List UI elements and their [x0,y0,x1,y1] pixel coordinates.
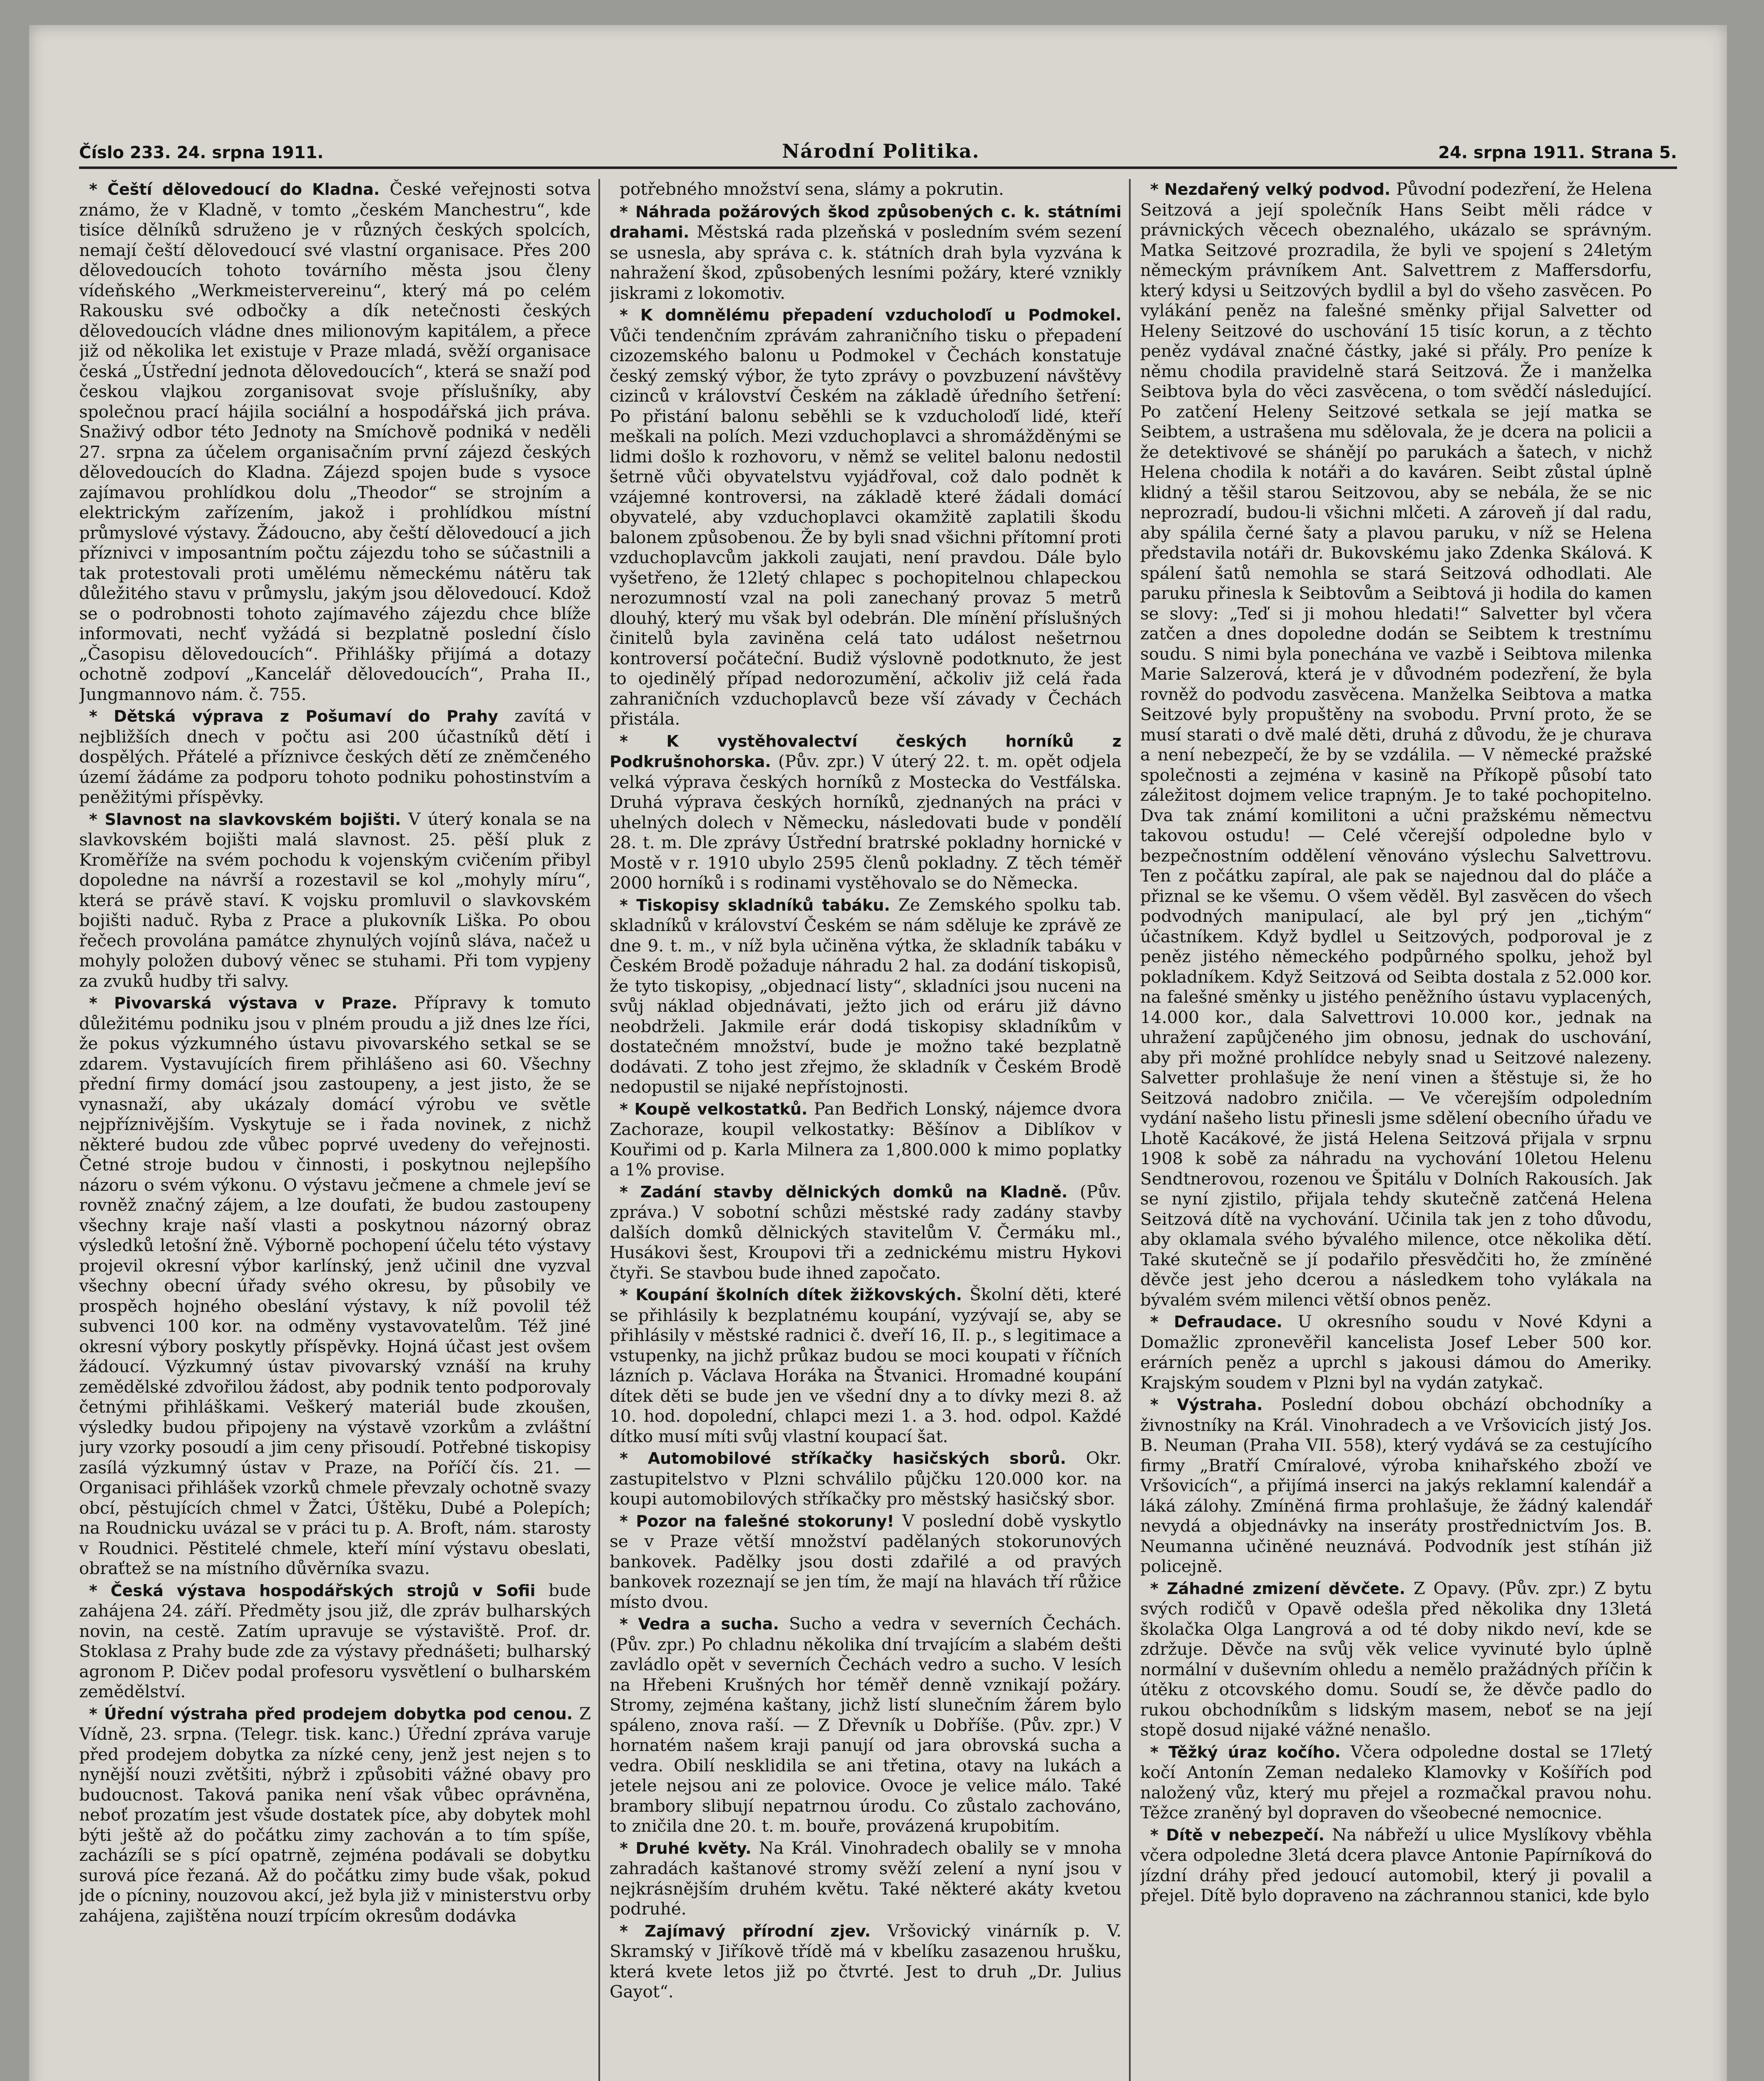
article-text: V úterý konala se na slavkovském bojišti malá slavnost. 25. pěší pluk z Kroměříže na svém pochodu k vojenským cvičením přibyl dopoledne na návrší a rozestavil se kol „mohyly míru“, která se právě staví. K vojsku promluvil o slavkovském bojišti naduč. Ryba z Prace a plukovník Liška. Po obou řečech provolána památce zhynulých vojínů sláva, načež u mohyly položen dubový věnec se stuhami. Při tom vypjeny za zvuků hudby tři salvy. [79,809,591,991]
header-rule [79,166,1677,169]
article-headline: * Koupání školních dítek žižkovských. [620,1286,962,1304]
article-text: Včera odpoledne dostal se 17letý kočí Antonín Zeman nedaleko Klamovky v Košířích pod naložený vůz, který mu přejel a rozmačkal pravou nohu. Těžce zraněný byl dopraven do všeobecné nemocnice. [1140,1741,1652,1823]
article-paragraph [1140,1825,1652,1906]
article-text: Na nábřeží u ulice Myslíkovy vběhla včera odpoledne 3letá dcera plavce Antonie Papírníková do jízdní dráhy před jedoucí automobil, který ji povalil a přejel. Dítě bylo dopraveno na záchrannou stanici, kde bylo [1140,1824,1652,1905]
article-paragraph [610,1838,1121,1919]
page-header [79,129,1677,162]
article-paragraph [610,1614,1121,1836]
article-text: Poslední dobou obchází obchodníky a živnostníky na Král. Vinohradech a ve Vršovicích jistý Jos. B. Neuman (Praha VII. 558), který vydává se za cestujícího firmy „Bratří Cmíralové, výroba knihařského zboží ve Vršovicích“, a přijímá inserci na jakýs reklamní kalendář a láká zálohy. Zmíněná firma prohlašuje, že žádný kalendář nevydá a objednávky na inseráty prostřednictvím Jos. B. Neumanna učiněné neuznává. Podvodník jest stíhán již policejně. [1140,1394,1652,1576]
article-headline: * Druhé květy. [620,1839,752,1858]
column-1 [79,179,591,2081]
article-paragraph [610,1511,1121,1612]
article-headline: * Tiskopisy skladníků tabáku. [620,896,890,914]
article-text: České veřejnosti sotva známo, že v Kladně, v tomto „českém Manchestru“, kde tisíce dělníků sdruženo je v různých českých spolcích, nemají čeští dělovedoucí své vlastní organisace. Přes 200 dělovedoucích tohoto továrního města jsou členy vídeňského „Werkmeistervereinu“, který má po celém Rakousku své odbočky a dík netečnosti českých dělovedoucích vládne dnes milionovým kapitálem, a přece již od několika let existuje v Praze mladá, svěží organisace česká „Ústřední jednota dělovedoucích“, která se snaží pod českou vlajkou zorganisovat svoje příslušníky, aby společnou prací hájila sociální a hospodářská jich práva. Snaživý odbor této Jednoty na Smíchově podniká v neděli 27. srpna za účelem organisačním první zájezd českých dělovedoucích do Kladna. Zájezd spojen bude s vysoce zajímavou prohlídkou dolu „Theodor“ se strojním a elektrickým zařízením, jakož i prohlídkou místní průmyslové výstavy. Žádoucno, aby čeští dělovedoucí a jich příznivci v imposantním počtu zájezdu toho se súčastnili a tak protestovali proti umělému německému nátěru tak důležitého stavu v průmyslu, jakým jsou dělovedoucí. Kdož se o podrobnosti tohoto zajímavého zájezdu chce blíže informovati, nechť vyžádá si bezplatně poslední číslo „Časopisu dělovedoucích“. Přihlášky přijímá a dotazy ochotně zodpoví „Kancelář dělovedoucích“, Praha II., Jungmannovo nám. č. 755. [79,179,591,704]
article-headline: * K domnělému přepadení vzducholoďí u Podmokel. [620,306,1121,324]
article-paragraph [79,809,591,991]
article-headline: * Úřední výstraha před prodejem dobytka pod cenou. [89,1704,573,1723]
article-paragraph [79,179,591,704]
article-text: U okresního soudu v Nové Kdyni a Domažlic zpronevěřil kancelista Josef Leber 500 kor. erárních peněz a uprchl s jakousi dámou do Ameriky. Krajským soudem v Plzni byl na vydán zatykač. [1140,1311,1652,1393]
article-paragraph [79,1704,591,1926]
article-paragraph [610,179,1121,200]
newspaper-page [29,25,1727,2081]
article-headline: * Slavnost na slavkovském bojišti. [89,810,401,829]
article-text: Školní děti, které se přihlásily k bezplatnému koupání, vyzývají se, aby se přihlásily v městské radnici č. dveří 16, II. p., s legitimace a vstupenky, na jichž průkaz budou se moci koupati v říčních lázních p. Václava Horáka na Štvanici. Hromadné koupání dítek děti se bude jen ve všední dny a to dívky mezi 8. až 10. hod. dopolední, chlapci mezi 1. a 3. hod. odpol. Každé dítko musí míti svůj vlastní koupací šat. [610,1284,1121,1446]
article-headline: * Automobilové stříkačky hasičských sborů. [620,1449,1066,1468]
article-paragraph [1140,1742,1652,1823]
article-text: Z Vídně, 23. srpna. (Telegr. tisk. kanc.) Úřední zpráva varuje před prodejem dobytka za nízké ceny, jenž jest nejen s to nynější nouzi zvětšiti, nýbrž i způsobiti vážné obavy pro budoucnost. Taková panika není však vůbec oprávněna, neboť prozatím jest všude dostatek píce, aby dobytek mohl býti ještě až do počátku zimy zachován a to tím spíše, zacházíli se s pící opatrně, zejména podávali se dobytku surová píce řezaná. Až do počátku zimy bude však, pokud jde o pícniny, nouzovou akcí, jež byla již v ministerstvu orby zahájena, zajištěna nouzí trpícím okresům dodávka [79,1703,591,1926]
article-headline: * Čeští dělovedoucí do Kladna. [89,180,380,199]
article-paragraph [610,1284,1121,1446]
article-paragraph [79,993,591,1579]
issue-date: Číslo 233. 24. srpna 1911. [79,143,324,162]
article-headline: * Dítě v nebezpečí. [1150,1825,1325,1844]
article-headline: * Pozor na falešné stokoruny! [620,1512,894,1530]
article-paragraph [1140,1311,1652,1393]
column-divider [1129,179,1131,2081]
article-text: Přípravy k tomuto důležitému podniku jsou v plném proudu a již dnes lze říci, že pokus výzkumného ústavu pivovarského setkal se se zdarem. Vystavujících firem přihlášeno asi 60. Všechny přední firmy domácí jsou zastoupeny, a jest jisto, že se vynasnaží, aby ukázaly domácí výrobu ve světle nejpříznivějším. Vyskytuje se i řada novinek, z nichž některé budou zde vůbec poprvé uvedeny do veřejnosti. Četné stroje budou v činnosti, i poskytnou nejlepšího názoru o svém výkonu. O výstavu ječmene a chmele jeví se rovněž značný zájem, a lze doufati, že budou zastoupeny všechny kraje naší vlasti a poskytnou názorný obraz výsledků letošní žně. Výborně pochopení účelu této výstavy projevil okresní výbor karlínský, jenž učinil dne vyzval všechny obecní úřady svého okresu, by působily ve prospěch hojného obeslání výstavy, k níž povolil též subvenci 100 kor. na odměny vystavovatelům. Též jiné okresní výbory poskytly příspěvky. Hojná účast jest ovšem žádoucí. Výzkumný ústav pivovarský vznáší na kruhy zemědělské zdvořilou žádost, aby podnik tento podporovaly četnými přihláškami. Veškerý materiál bude zkoušen, výsledky budou připojeny na výstavě vzorkům a zvláštní jury vzorky posoudí a jim ceny přisoudí. Potřebné tiskopisy zasílá výzkumný ústav v Praze, na Poříčí čís. 21. — Organisaci přihlášek vzorků chmele převzaly ochotně svazy obcí, pěstujících chmel v Žatci, Úštěku, Dubé a Polepích; na Roudnicku uvázal se v práci tu p. A. Broft, nám. starosty v Roudnici. Pěstitelé chmele, kteří míní výstavu obeslati, obraťtež se na místního důvěrníka svazu. [79,993,591,1578]
article-headline: * Vedra a sucha. [620,1615,779,1633]
article-text: Okr. zastupitelstvo v Plzni schválilo půjčku 120.000 kor. na koupi automobilových stříkačky pro městský hasičský sbor. [610,1448,1121,1509]
article-headline: * Výstraha. [1150,1396,1263,1414]
article-text: (Pův. zpr.) V úterý 22. t. m. opět odjela velká výprava českých horníků z Mostecka do Vestfálska. Druhá výprava českých horníků, zjednaných na práci v uhelných dolech v Německu, následovati bude v pondělí 28. t. m. Dle zprávy Ústřední bratrské pokladny hornické v Mostě v r. 1910 ubylo 2595 členů pokladny. Z těch téměř 2000 horníků i s rodinami vystěhovalo se do Německa. [610,751,1121,893]
article-paragraph [610,731,1121,893]
article-headline: * Nezdařený velký podvod. [1150,180,1391,199]
article-text: Sucho a vedra v severních Čechách. (Pův. zpr.) Po chladnu několika dní trvajícím a slabém dešti zavládlo opět v severních Čechách vedro a sucho. V lesích na Hřebeni Krušných hor téměř denně vznikají požáry. Stromy, zejména kaštany, jichž listí slunečním žárem bylo spáleno, znova raší. — Z Dřevník u Dobříše. (Pův. zpr.) V hornatém našem kraji panují od jara obrovská sucha a vedra. Obilí nesklidila se ani třetina, otavy na lukách a jetele nejsou ani ze polovice. Ovoce je velice málo. Také brambory slibují nepatrnou úrodu. Co zůstalo zachováno, to zničila dne 20. t. m. bouře, provázená krupobitím. [610,1614,1121,1836]
article-text: Vůči tendenčním zprávám zahraničního tisku o přepadení cizozemského balonu u Podmokel v Čechách konstatuje český zemský výbor, že tyto zprávy o povzbuzení návštěvy cizinců v království Českém na základě úředního šetření: Po přistání balonu seběhli se k vzducholoďí lidé, kteří meškali na polích. Mezi vzduchoplavci a shromážděnými se lidmi došlo k rozhovoru, v němž se velitel balonu nedostil šetrně vůči obyvatelstvu vyjádřoval, což dalo podnět k vzájemné kontroversi, na základě které žádali domácí obyvatelé, aby vzduchoplavci okamžitě zaplatili škodu balonem způsobenou. Že by byli snad všichni přítomní proti vzduchoplavcům jakkoli zaujati, není pravdou. Dále bylo vyšetřeno, že 12letý chlapec s pochopitelnou chlapeckou nerozumností vzal na poli zanechaný provaz 5 metrů dlouhý, který mu však byl odebrán. Dle mínění příslušných činitelů byla zaviněna celá tato událost nešetrnou kontroversí počáteční. Budiž výslovně podotknuto, že jest to ojedinělý případ nedorozumění, ačkoliv již celá řada zahraničních vzduchoplavců beze vší závady v Čechách přistála. [610,325,1121,729]
page-number: 24. srpna 1911. Strana 5. [1438,143,1677,162]
article-text: zavítá v nejbližších dnech v počtu asi 200 účastníků dětí i dospělých. Přátelé a příznivce českých dětí ze zněmčeného území žádáme za podporu tohoto podniku pohostinstvím a peněžitými příspěvky. [79,706,591,807]
article-paragraph [79,706,591,807]
article-paragraph [610,201,1121,303]
article-paragraph [1140,1578,1652,1740]
article-text: Z Opavy. (Pův. zpr.) Z bytu svých rodičů v Opavě odešla před několika dny 13letá školačka Olga Langrová a od té doby nikdo neví, kde se zdržuje. Děvče na svůj věk velice vyvinuté bylo úplně normální v duševním ohledu a nemělo pražádných příčin k útěku z otcovského domu. Soudí se, že děvče padlo do rukou obchodníkům s lidským masem, neboť se na její stopě dosud nijaké vážné nenašlo. [1140,1578,1652,1740]
article-paragraph [610,1182,1121,1283]
article-headline: * Pivovarská výstava v Praze. [89,994,398,1012]
article-paragraph [610,305,1121,729]
article-text: Vršovický vinárník p. V. Skramský v Jiříkově třídě má v kbelíku zasazenou hrušku, která kvete letos již po čtvrté. Jest to druh „Dr. Julius Gayot“. [610,1920,1121,2002]
article-headline: * K vystěhovalectví českých horníků z Podkrušnohorska. [610,732,1121,771]
article-headline: * Česká výstava hospodářských strojů v Sofii [89,1581,536,1600]
article-text: potřebného množství sena, slámy a pokrutin. [620,179,1004,199]
article-text: Pan Bedřich Lonský, nájemce dvora Zachoraze, koupil velkostatky: Běšínov a Diblíkov v Kouřimi od p. Karla Milnera za 1,800.000 k mimo poplatky a 1% provise. [610,1098,1121,1180]
article-text: Na Král. Vinohradech obalily se v mnoha zahradách kaštanové stromy svěží zelení a nyní jsou v nejkrásnějším druhém květu. Také některé akáty kvetou podruhé. [610,1838,1121,1919]
article-headline: * Defraudace. [1150,1313,1283,1331]
article-headline: * Zajímavý přírodní zjev. [620,1922,871,1940]
article-paragraph [610,1099,1121,1180]
article-text: Původní podezření, že Helena Seitzová a její společník Hans Seibt měli rádce v právnických věcech obeznalého, ukázalo se správným. Matka Seitzové prozradila, že byli ve spojení s 24letým německým právníkem Ant. Salvettrem z Maffersdorfu, který kdysi u Seitzových bydlil a byl do všeho zasvěcen. Po vylákání peněz na falešné směnky přijal Salvetter od Heleny Seitzové do uschování 15 tisíc korun, a z těchto peněz vydával značné částky, jaké si přály. Pro peníze k němu chodila pravidelně stará Seitzová. Že i manželka Seibtova byla do věci zasvěcena, o tom svědčí následující. Po zatčení Heleny Seitzové setkala se její matka se Seibtem, a ustrašena mu sdělovala, že je dcera na policii a že detektivové se shánějí po parukách a šatech, v nichž Helena chodila k notáři a do kaváren. Seibt zůstal úplně klidný a těšil starou Seitzovou, aby se nebála, že se nic neprozradí, budou-li všichni mlčeti. A zároveň jí dal radu, aby spálila černé šaty a plavou paruku, v níž se Helena představila notáři dr. Bukovskému jako Zdenka Skálová. K spálení šatů nemohla se stará Seitzová odhodlati. Ale paruku přinesla k Seibtovům a Seibtová ji hodila do kamen se slovy: „Teď si ji mohou hledati!“ Salvetter byl včera zatčen a dnes dopoledne dodán se Seibtem k trestnímu soudu. S nimi byla ponechána ve vazbě i Seibtova milenka Marie Salzerová, která je v důvodném podezření, že byla rovněž do podvodu zasvěcena. Manželka Seibtova a matka Seitzové byly propuštěny na svobodu. První proto, že se musí starati o dvě malé děti, druhá z důvodu, že je churava a není nebezpečí, že by se vzdálila. — V německé pražské společnosti a zejména v kasině na Příkopě působí tato záležitost dojmem velice trapným. Je to také pochopitelno. Dva tak známí komilitoni a učni pražskému němectvu takovou ostudu! — Celé včerejší odpoledne bylo v bezpečnostním oddělení věnováno výslechu Salvettrovu. Ten z počátku zapíral, ale pak se najednou dal do pláče a přiznal se ke všemu. O všem věděl. Byl zasvěcen do všech podvodných manipulací, ale byl prý jen „tichým“ účastníkem. Když bydlel u Seitzových, podporoval je z peněz jistého německého podpůrného spolku, jehož byl pokladníkem. Když Seitzová od Seibta dostala z 52.000 kor. na falešné směnky u jistého peněžního ústavu vyplacených, 14.000 kor., dala Salvettrovi 10.000 kor., jednak na uhražení zapůjčeného jim obnosu, jednak do uschování, aby při možné prohlídce nebyly snad u Seitzové nalezeny. Salvetter prohlašuje že není vinen a štěstuje si, že ho Seitzová nadobro zničila. — Ve včerejším odpoledním vydání našeho listu přinesli jsme sdělení obecního úřadu ve Lhotě Kacákové, že jistá Helena Seitzová přijala v srpnu 1908 k sobě za náhradu na vychování 10letou Helenu Sendtnerovou, rozenou ve Špitálu v Dolních Rakousích. Jak se nyní zjistilo, přijala tehdy skutečně zatčená Helena Seitzová dítě na vychování. Učinila tak jen z toho důvodu, aby oklamala svého bývalého milence, otce několika dětí. Také skutečně se jí podařilo přesvědčiti ho, že zmíněné děvče jest jeho dcerou a následkem toho vylákala na bývalém svém milenci větší obnos peněz. [1140,179,1652,1310]
article-text: bude zahájena 24. září. Předměty jsou již, dle zpráv bulharských novin, na cestě. Zatím upravuje se výstaviště. Prof. dr. Stoklasa z Prahy bude zde za výstavy přednášeti; bulharský agronom P. Dičev podal profesoru vysvětlení o bulharském zemědělství. [79,1580,591,1701]
article-text: Ze Zemského spolku tab. skladníků v království Českém se nám sděluje ke zprávě ze dne 9. t. m., v níž byla učiněna výtka, že skladník tabáku v Českém Brodě požaduje náhradu 2 hal. za dodání tiskopisů, že tyto tiskopisy, „objednací listy“, skladníci jsou nuceni na svůj náklad objednávati, ježto jich od eráru již dávno neobdrželi. Jakmile erár dodá tiskopisy skladníkům v dostatečném množství, bude je možno také bezplatně dodávati. Z toho jest zřejmo, že skladník v Českém Brodě nedopustil se nijaké nepřístojnosti. [610,894,1121,1097]
newspaper-title: Národní Politika. [782,140,980,162]
article-headline: * Těžký úraz kočího. [1150,1743,1341,1761]
article-headline: * Záhadné zmizení děvčete. [1150,1579,1406,1598]
column-divider [598,179,600,2081]
article-headline: * Koupě velkostatků. [620,1100,808,1118]
article-text: (Pův. zpráva.) V sobotní schůzi městské rady zadány stavby dalších domků dělnických stavitelům V. Čermáku ml., Husákovi šest, Kroupovi tři a zednickému mistru Hykovi čtyři. Se stavbou bude ihned započato. [610,1181,1121,1283]
article-text: Městská rada plzeňská v posledním svém sezení se usnesla, aby správa c. k. státních drah byla vyzvána k nahražení škod, způsobených lesními požáry, které vznikly jiskrami z lokomotiv. [610,222,1121,303]
article-paragraph [1140,1394,1652,1577]
article-text: V poslední době vyskytlo se v Praze větší množství padělaných stokorunových bankovek. Padělky jsou dosti zdařilé a od pravých bankovek rozeznají se jen tím, že mají na hlavách tří růžice místo dvou. [610,1510,1121,1612]
column-2 [610,179,1121,2081]
article-paragraph [610,1921,1121,2002]
article-headline: * Náhrada požárových škod způsobených c. k. státními drahami. [610,202,1121,241]
article-paragraph [610,895,1121,1097]
article-headline: * Dětská výprava z Pošumaví do Prahy [89,707,499,725]
column-3 [1140,179,1652,2081]
article-headline: * Zadání stavby dělnických domků na Kladně. [620,1182,1068,1201]
article-paragraph [1140,179,1652,1310]
article-paragraph [610,1448,1121,1509]
article-paragraph [79,1580,591,1702]
